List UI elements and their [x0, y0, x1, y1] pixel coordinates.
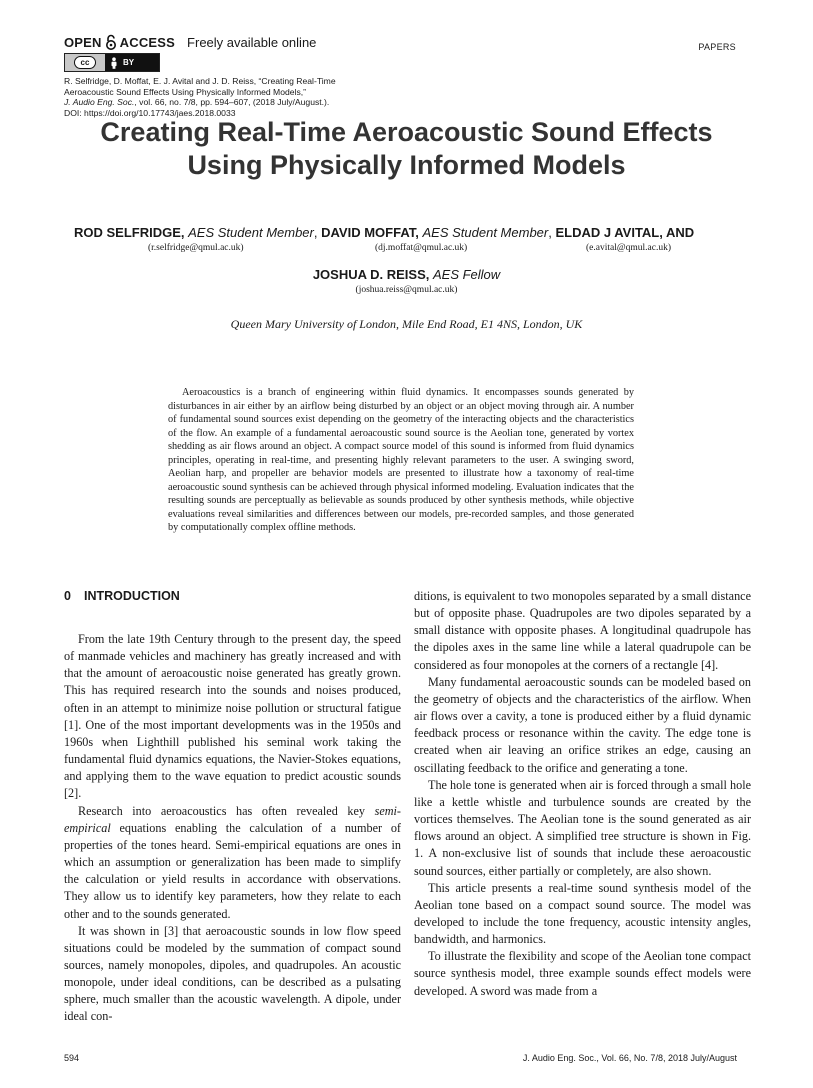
open-access-open-text: OPEN	[64, 34, 102, 50]
right-paragraph-5: To illustrate the flexibility and scope of the Aeolian tone compact source synthesis model, three example sounds effect models were developed. A sword was made from a	[414, 949, 751, 998]
author-separator-2: ,	[548, 225, 552, 240]
author-name-4: JOSHUA D. REISS,	[312, 267, 430, 282]
cc-logo	[65, 54, 105, 71]
right-paragraph-3: The hole tone is generated when air is forced through a small hole like a kettle whistle and turbulence sounds are created by the vortices themselves. The Aeolian tone is the sound generated as air flows around an object. A simplified tree structure is shown in Fig. 1. A non-exclusive list of sounds that include these aeroacoustic sound sources, either partially or completely, are also shown.	[414, 777, 751, 878]
section-title: INTRODUCTION	[84, 589, 180, 603]
right-paragraph-1: ditions, is equivalent to two monopoles separated by a small distance but of opposite phase. Quadrupoles are two dipoles separated by a small distance with opposite phases. A longitudinal quadrupole has the dipoles axes in the same line while a lateral quadrupole can be considered as four monopoles at the corners of a rectangle [4].	[414, 589, 751, 672]
cc-by-section	[105, 54, 159, 71]
citation-block	[64, 76, 404, 108]
citation-journal: J. Audio Eng. Soc.	[64, 97, 135, 108]
section-number: 0	[64, 589, 71, 603]
cc-icon: cc	[74, 56, 96, 69]
intro-paragraph-2-end: equations enabling the calculation of a number of properties of the tones heard. Semi-empirical equations are ones in which an assumption or generalization has been made to simplify the calculation or yield results in accordance with observations. They allow us to identify key parameters, how they relate to each other and to the sounds generated.	[64, 820, 401, 921]
right-column	[414, 588, 751, 1000]
page-number: 594	[64, 1053, 80, 1063]
abstract: Aeroacoustics is a branch of engineering within fluid dynamics. It encompasses sounds generated by disturbances in air either by an airflow being disturbed by an object or an object moving through air. A number of fundamental sound sources exist depending on the geometry of the interacting objects and the characteristics of the flow. An example of a fundamental aeroacoustic sound source is the Aeolian tone, generated by vortex shedding as air flows around an object. A compact source model of this sound is informed from fluid dynamics principles, operating in real-time, and presenting highly relevant parameters to the user. A swinging sword, Aeolian harp, and propeller are behavior models are presented to illustrate how a taxonomy of real-time aeroacoustic sound synthesis can be achieved through physical informed modeling. Evaluation indicates that the resulting sounds are perceptually as believable as sounds produced by other synthesis methods, while objective evaluations reveal similarities and differences between our models, pre-recorded samples, and those generated by computationally complex offline methods.	[168, 387, 634, 534]
cc-by-label: BY	[123, 58, 135, 67]
open-access-banner	[64, 32, 316, 52]
right-paragraph-4: This article presents a real-time sound synthesis model of the Aeolian tone based on a compact sound source. The model was developed to include the tone frequency, acoustic intensity angles, bandwidth, and harmonics.	[414, 880, 751, 947]
title-line-2: Using Physically Informed Models	[187, 150, 626, 180]
author-membership-1: AES Student Member	[188, 225, 314, 240]
author-separator-1: ,	[313, 225, 318, 240]
citation-line-3	[64, 97, 404, 108]
section-label: PAPERS	[698, 42, 736, 52]
author-line-2	[0, 267, 813, 282]
intro-paragraph-1: From the late 19th Century through to the present day, the speed of manmade vehicles and machinery has greatly increased and with that the amount of aeroacoustic noise generated has greatly grown. This has required research into the sounds and noises produced, often in an attempt to minimize noise pollution or structural fatigue [1]. One of the most important developments was in the 1950s and 1960s when Lighthill published his seminal work taking the fundamental fluid dynamics equations, the Navier-Stokes equations, and applying them to the wave equation to predict acoustic sounds [2].	[64, 632, 401, 801]
citation-line-2: Aeroacoustic Sound Effects Using Physically Informed Models,”	[64, 86, 307, 97]
right-paragraph-2: Many fundamental aeroacoustic sounds can be modeled based on the geometry of objects and the characteristics of the airflow. When air flows over a cavity, a tone is produced either by a fluid dynamic feedback process or resonance within the cavity. The edge tone is created when air leaving an orifice strikes an edge, causing an oscillating feedback to the orifice and generating a tone.	[414, 674, 751, 775]
freely-available-text: Freely available online	[187, 34, 317, 50]
author-name-1: ROD SELFRIDGE,	[74, 225, 185, 240]
open-lock-icon	[105, 34, 117, 50]
author-email-2[interactable]: (dj.moffat@qmul.ac.uk)	[375, 243, 468, 253]
open-access-access-text: ACCESS	[119, 34, 176, 50]
intro-paragraph-2	[64, 803, 401, 923]
author-email-4[interactable]: (joshua.reiss@qmul.ac.uk)	[355, 285, 458, 295]
author-name-3: ELDAD J AVITAL, AND	[555, 225, 695, 240]
author-membership-4: AES Fellow	[432, 267, 501, 282]
citation-doi-link[interactable]: DOI: https://doi.org/10.17743/jaes.2018.0033	[64, 108, 236, 118]
citation-line-1: R. Selfridge, D. Moffat, E. J. Avital and J. D. Reiss, “Creating Real-Time	[64, 76, 336, 86]
paper-title	[0, 116, 813, 182]
attribution-person-icon	[109, 57, 119, 69]
title-line-1: Creating Real-Time Aeroacoustic Sound Effects	[100, 117, 713, 147]
semi-empirical-emphasis: semi-empirical	[64, 803, 401, 835]
cc-by-license-badge[interactable]	[64, 53, 160, 72]
author-name-2: DAVID MOFFAT,	[321, 225, 419, 240]
author-email-3[interactable]: (e.avital@qmul.ac.uk)	[586, 243, 671, 253]
intro-paragraph-2-start: Research into aeroacoustics has often revealed key	[78, 803, 375, 818]
intro-paragraph-3: It was shown in [3] that aeroacoustic sounds in low flow speed situations could be modeled by the summation of compact sound sources, namely monopoles, dipoles, and quadrupoles. An acoustic monopole, under ideal conditions, can be described as a pulsating sphere, much smaller than the acoustic wavelength. A dipole, under ideal con-	[64, 923, 401, 1024]
section-heading	[64, 588, 401, 605]
author-email-1[interactable]: (r.selfridge@qmul.ac.uk)	[148, 243, 244, 253]
journal-footer: J. Audio Eng. Soc., Vol. 66, No. 7/8, 2018 July/August	[522, 1053, 737, 1063]
citation-volume: , vol. 66, no. 7/8, pp. 594–607, (2018 July/August.).	[134, 97, 330, 108]
left-column	[64, 588, 401, 1026]
author-membership-2: AES Student Member	[422, 225, 549, 240]
affiliation: Queen Mary University of London, Mile End Road, E1 4NS, London, UK	[230, 317, 583, 331]
author-line	[74, 225, 694, 240]
